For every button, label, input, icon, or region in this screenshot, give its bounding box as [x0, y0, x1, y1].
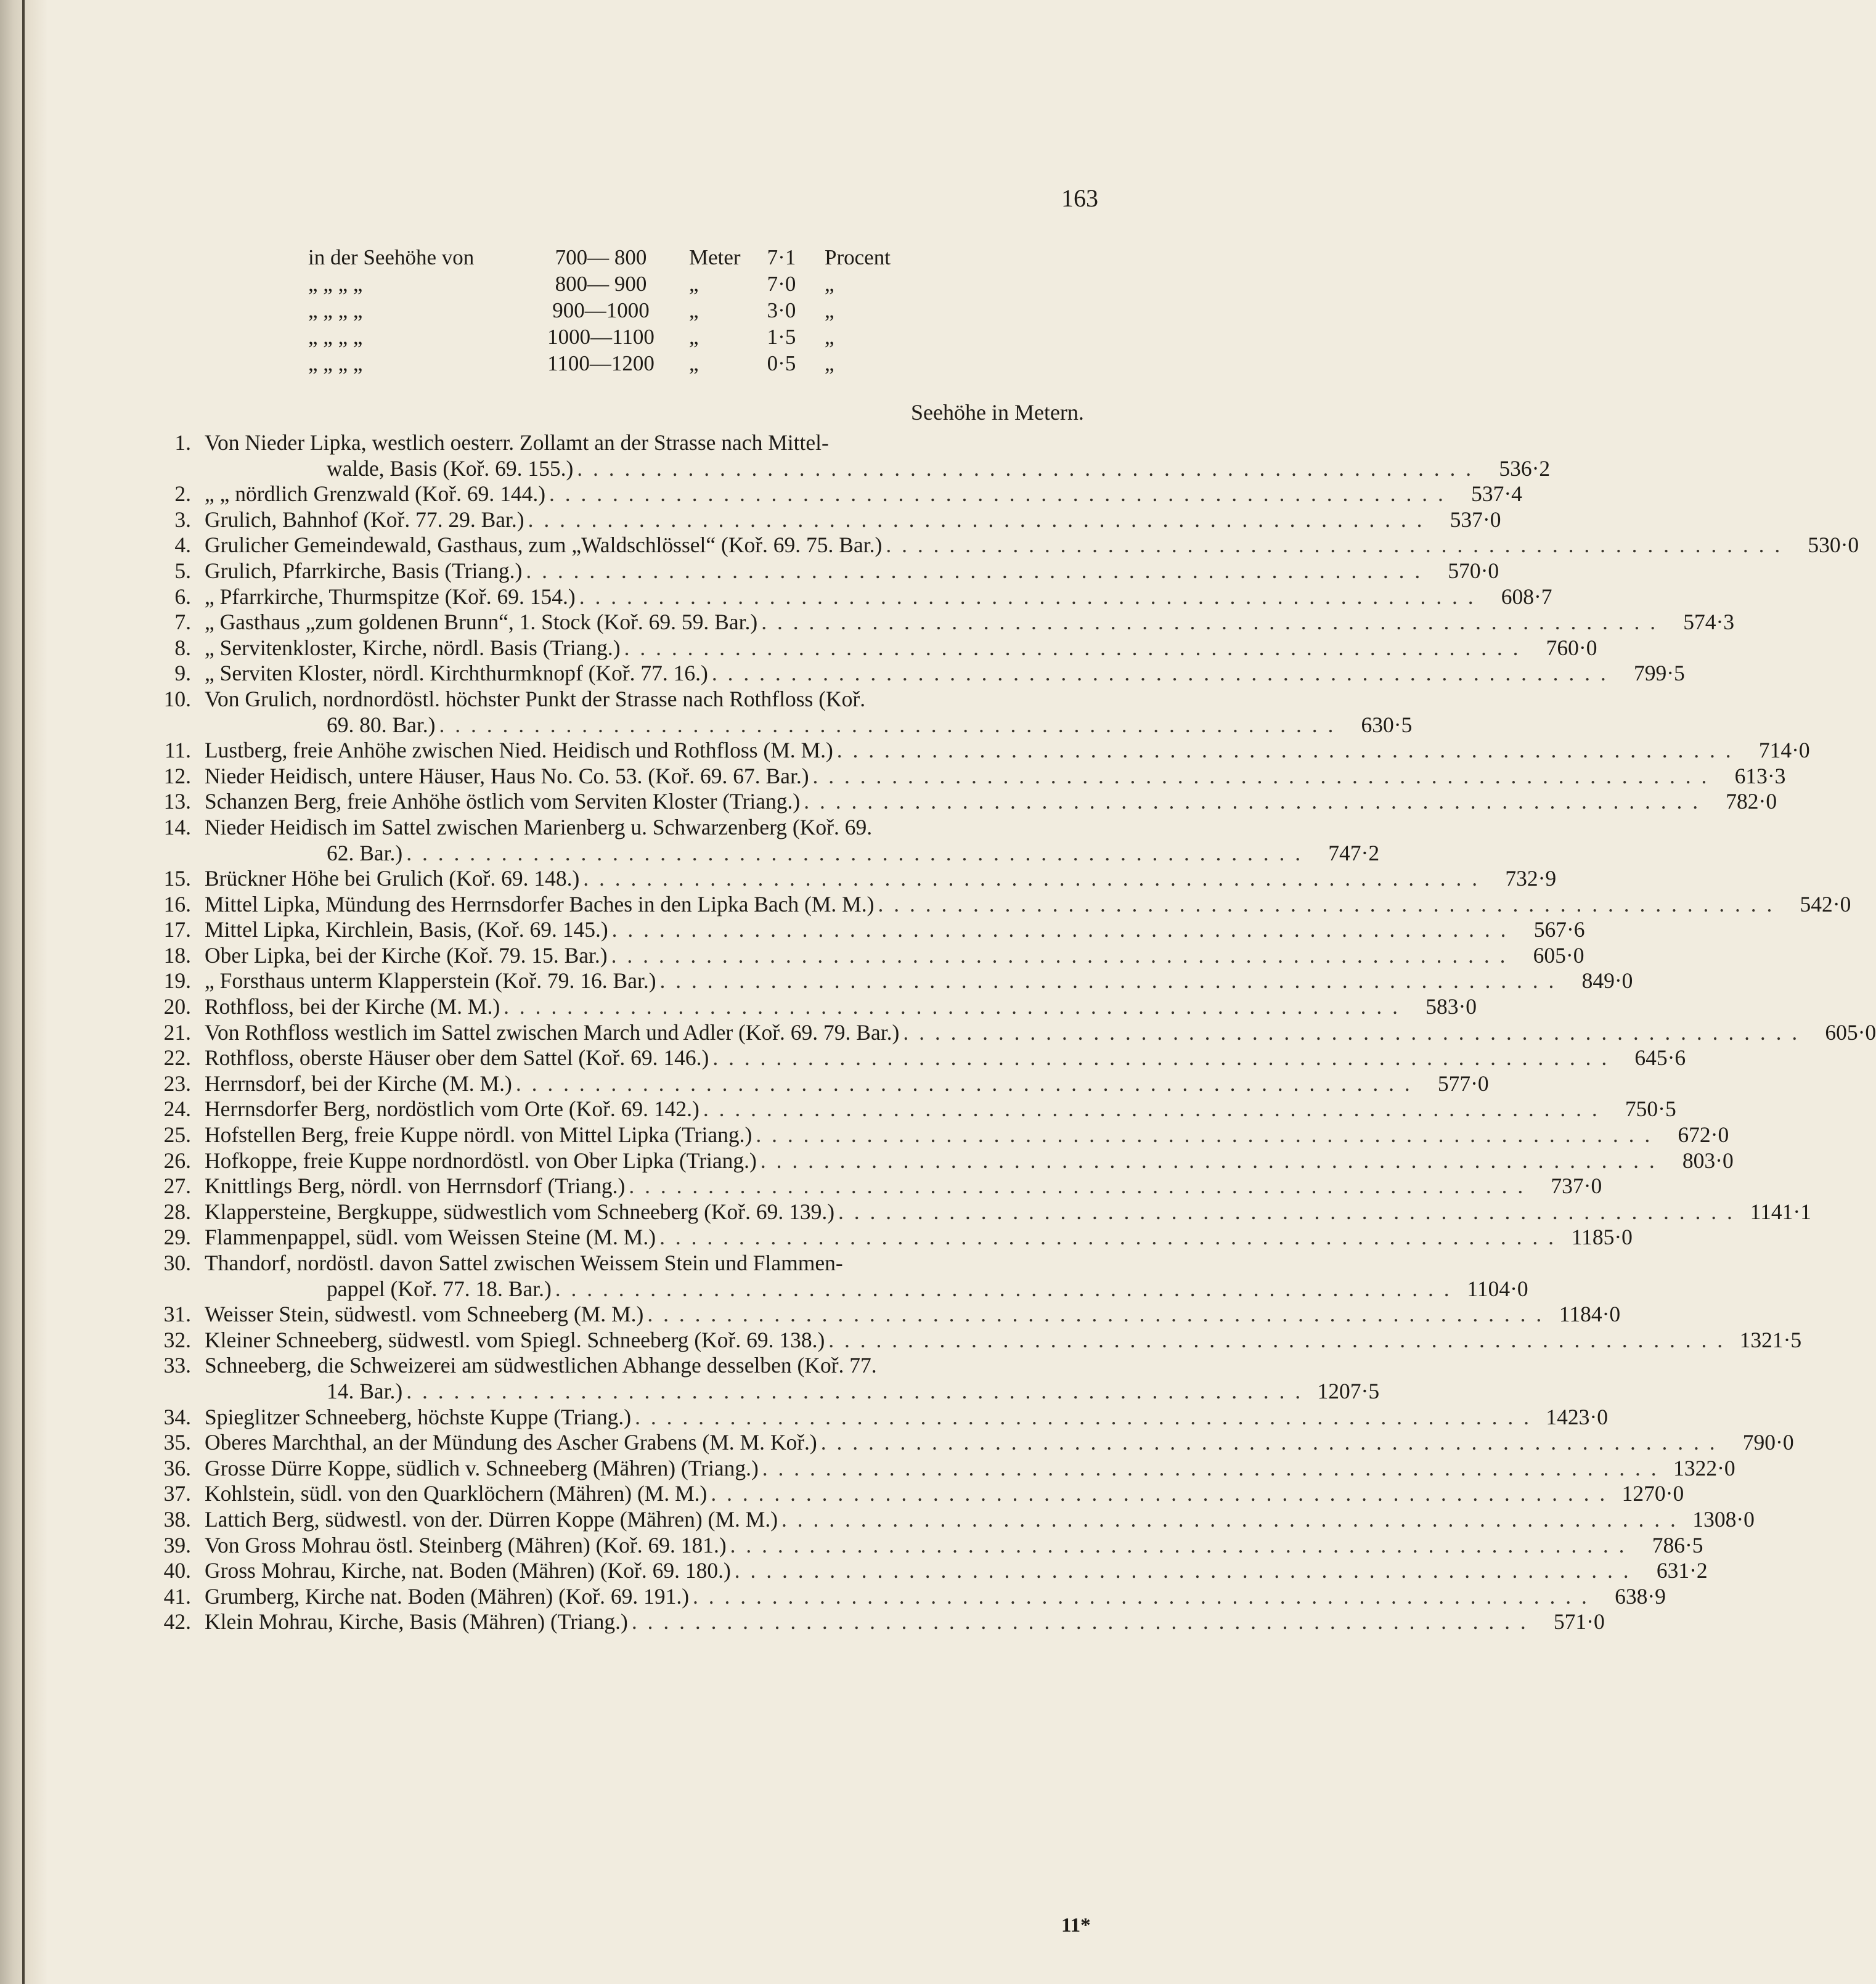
entry-number: 25. — [163, 1122, 191, 1148]
entry-text: „ „ nördlich Grenzwald (Koř. 69. 144.) — [205, 481, 546, 507]
dot-leader: . . . . . . . . . . . . . . . . . . . . . . . . . . . . . . . . . . . . . . . . . . . . . . . . . . . . . . . . . — [526, 558, 1423, 583]
entry-text: pappel (Koř. 77. 18. Bar.) — [327, 1276, 552, 1301]
entry-number: 4. — [174, 533, 191, 558]
entry-line — [205, 481, 1522, 507]
entry-line — [205, 1122, 1729, 1148]
entry-number: 37. — [163, 1481, 191, 1506]
dot-leader: . . . . . . . . . . . . . . . . . . . . . . . . . . . . . . . . . . . . . . . . . . . . . . . . . . . . . . . . . — [659, 1225, 1556, 1250]
dot-leader: . . . . . . . . . . . . . . . . . . . . . . . . . . . . . . . . . . . . . . . . . . . . . . . . . . . . . . . . . — [635, 1404, 1531, 1429]
entry-number: 8. — [174, 635, 191, 660]
dot-leader: . . . . . . . . . . . . . . . . . . . . . . . . . . . . . . . . . . . . . . . . . . . . . . . . . . . . . . . . . — [631, 1609, 1528, 1635]
dot-leader: . . . . . . . . . . . . . . . . . . . . . . . . . . . . . . . . . . . . . . . . . . . . . . . . . . . . . . . . . — [761, 610, 1658, 635]
elevation-value: 570·0 — [1448, 558, 1499, 583]
elevation-entry — [148, 1045, 1686, 1071]
entry-line — [327, 712, 1413, 738]
entry-line — [205, 738, 1810, 764]
entry-number: 12. — [163, 763, 191, 788]
entry-line — [205, 968, 1633, 994]
elevation-value: 1185·0 — [1571, 1225, 1633, 1250]
elevation-value: 732·9 — [1505, 866, 1557, 891]
elevation-entry — [148, 558, 1499, 584]
entry-number: 27. — [163, 1174, 191, 1199]
entry-text: Klein Mohrau, Kirche, Basis (Mähren) (Triang.) — [205, 1609, 628, 1635]
elevation-value: 782·0 — [1726, 789, 1777, 814]
elevation-entry — [148, 1302, 1621, 1328]
entry-text: Mittel Lipka, Mündung des Herrnsdorfer Baches in den Lipka Bach (M. M.) — [205, 891, 875, 916]
elevation-value: 613·3 — [1734, 763, 1786, 788]
dot-leader: . . . . . . . . . . . . . . . . . . . . . . . . . . . . . . . . . . . . . . . . . . . . . . . . . . . . . . . . . — [804, 789, 1701, 814]
entry-line — [205, 1302, 1621, 1328]
elevation-value: 672·0 — [1678, 1122, 1729, 1148]
dot-leader: . . . . . . . . . . . . . . . . . . . . . . . . . . . . . . . . . . . . . . . . . . . . . . . . . . . . . . . . . — [756, 1122, 1653, 1148]
entry-line — [205, 1045, 1686, 1071]
altitude-range: 700— 800 — [555, 245, 647, 269]
elevation-value: 799·5 — [1633, 661, 1685, 686]
dot-leader: . . . . . . . . . . . . . . . . . . . . . . . . . . . . . . . . . . . . . . . . . . . . . . . . . . . . . . . . . — [629, 1174, 1526, 1199]
entry-number: 14. — [163, 814, 191, 839]
entry-number: 42. — [163, 1609, 191, 1635]
elevation-value: 714·0 — [1758, 738, 1810, 763]
entry-text: 69. 80. Bar.) — [327, 712, 436, 737]
altitude-unit: „ — [689, 298, 699, 322]
column-header: Seehöhe in Metern. — [911, 400, 1084, 425]
sheet-signature: 11* — [1061, 1914, 1091, 1937]
entry-text: Kohlstein, südl. von den Quarklöchern (Mähren) (M. M.) — [205, 1481, 708, 1506]
entry-line — [205, 866, 1557, 892]
entry-number: 5. — [174, 558, 191, 583]
entry-number: 33. — [163, 1353, 191, 1378]
entry-line — [205, 1199, 1811, 1225]
elevation-value: 631·2 — [1656, 1558, 1708, 1583]
dot-leader: . . . . . . . . . . . . . . . . . . . . . . . . . . . . . . . . . . . . . . . . . . . . . . . . . . . . . . . . . — [781, 1506, 1678, 1532]
elevation-value: 1141·1 — [1750, 1199, 1811, 1224]
elevation-value: 530·0 — [1808, 533, 1859, 558]
entry-text: Oberes Marchthal, an der Mündung des Ascher Grabens (M. M. Koř.) — [205, 1430, 817, 1455]
entry-number: 9. — [174, 661, 191, 686]
entry-line — [205, 1148, 1734, 1174]
percent-word: „ — [825, 325, 834, 349]
dot-leader: . . . . . . . . . . . . . . . . . . . . . . . . . . . . . . . . . . . . . . . . . . . . . . . . . . . . . . . . . — [583, 866, 1480, 891]
entry-line — [205, 430, 1128, 456]
elevation-entry — [148, 891, 1851, 918]
entry-text: Hofkoppe, freie Kuppe nordnordöstl. von Ober Lipka (Triang.) — [205, 1148, 757, 1173]
entry-text: Rothfloss, oberste Häuser ober dem Sattel (Koř. 69. 146.) — [205, 1045, 709, 1071]
elevation-value: 803·0 — [1682, 1148, 1734, 1173]
entry-text: Von Nieder Lipka, westlich oesterr. Zollamt an der Strasse nach Mittel- — [205, 430, 829, 455]
entry-line — [205, 533, 1859, 558]
elevation-entry — [148, 481, 1522, 507]
entry-line — [205, 994, 1477, 1020]
entry-line — [327, 840, 1380, 867]
elevation-value: 536·2 — [1499, 455, 1551, 481]
entry-number: 41. — [163, 1583, 191, 1609]
entry-line — [205, 1251, 1128, 1276]
entry-line — [205, 1174, 1602, 1199]
elevation-value: 1308·0 — [1692, 1506, 1755, 1532]
altitude-range: 800— 900 — [555, 272, 647, 296]
entry-text: Flammenpappel, südl. vom Weissen Steine (M. M.) — [205, 1225, 656, 1250]
dot-leader: . . . . . . . . . . . . . . . . . . . . . . . . . . . . . . . . . . . . . . . . . . . . . . . . . . . . . . . . . — [504, 994, 1401, 1019]
dot-leader: . . . . . . . . . . . . . . . . . . . . . . . . . . . . . . . . . . . . . . . . . . . . . . . . . . . . . . . . . — [577, 455, 1474, 481]
elevation-entry — [148, 866, 1557, 892]
entry-line — [205, 1019, 1876, 1046]
entry-number: 28. — [163, 1199, 191, 1224]
elevation-entry — [148, 1019, 1876, 1046]
entry-number: 30. — [163, 1251, 191, 1275]
entry-number: 16. — [163, 891, 191, 916]
elevation-value: 1184·0 — [1559, 1302, 1621, 1327]
dot-leader: . . . . . . . . . . . . . . . . . . . . . . . . . . . . . . . . . . . . . . . . . . . . . . . . . . . . . . . . . — [730, 1532, 1627, 1557]
elevation-value: 760·0 — [1546, 635, 1597, 660]
entry-line — [205, 1353, 1128, 1379]
percent-word: „ — [825, 272, 834, 296]
elevation-entry — [148, 942, 1584, 969]
elevation-entry — [148, 661, 1685, 687]
dot-leader: . . . . . . . . . . . . . . . . . . . . . . . . . . . . . . . . . . . . . . . . . . . . . . . . . . . . . . . . . — [406, 1378, 1303, 1403]
elevation-entry — [148, 507, 1501, 533]
entry-text: Kleiner Schneeberg, südwestl. vom Spiegl. Schneeberg (Koř. 69. 138.) — [205, 1327, 825, 1352]
altitude-percent: 3·0 — [767, 298, 796, 322]
altitude-unit: Meter — [689, 245, 741, 269]
elevation-entry — [148, 1506, 1755, 1533]
entry-text: Knittlings Berg, nördl. von Herrnsdorf (Triang.) — [205, 1174, 626, 1199]
entry-line — [205, 635, 1597, 661]
elevation-value: 747·2 — [1328, 840, 1380, 865]
entry-number: 40. — [163, 1558, 191, 1583]
elevation-entry — [148, 917, 1585, 943]
elevation-value: 638·9 — [1615, 1583, 1666, 1609]
dot-leader: . . . . . . . . . . . . . . . . . . . . . . . . . . . . . . . . . . . . . . . . . . . . . . . . . . . . . . . . . — [828, 1327, 1726, 1352]
elevation-entry — [148, 1071, 1489, 1097]
entry-line — [205, 1430, 1794, 1456]
dot-leader: . . . . . . . . . . . . . . . . . . . . . . . . . . . . . . . . . . . . . . . . . . . . . . . . . . . . . . . . . — [659, 968, 1557, 994]
entry-number: 36. — [163, 1455, 191, 1480]
entry-number: 10. — [163, 686, 191, 711]
elevation-entry — [148, 968, 1633, 994]
elevation-value: 1321·5 — [1739, 1327, 1802, 1352]
entry-text: Gross Mohrau, Kirche, nat. Boden (Mähren) (Koř. 69. 180.) — [205, 1558, 731, 1583]
elevation-value: 786·5 — [1652, 1532, 1703, 1557]
entry-number: 26. — [163, 1148, 191, 1173]
entry-line — [205, 891, 1851, 918]
entry-line — [205, 1071, 1489, 1097]
entry-line — [205, 1225, 1633, 1251]
entry-text: „ Servitenkloster, Kirche, nördl. Basis (Triang.) — [205, 635, 621, 660]
entry-line — [205, 610, 1735, 635]
altitude-percent: 1·5 — [767, 325, 796, 349]
entry-line — [327, 1276, 1528, 1302]
entry-text: Rothfloss, bei der Kirche (M. M.) — [205, 994, 500, 1019]
elevation-entry — [148, 610, 1735, 635]
entry-text: walde, Basis (Koř. 69. 155.) — [327, 455, 574, 481]
entry-text: „ Gasthaus „zum goldenen Brunn“, 1. Stock (Koř. 69. 59. Bar.) — [205, 610, 758, 635]
altitude-percent: 7·0 — [767, 272, 796, 296]
elevation-entry — [148, 1353, 1380, 1404]
elevation-entry — [148, 763, 1786, 790]
altitude-range: 1000—1100 — [547, 325, 655, 349]
elevation-entry-list — [148, 430, 1876, 1635]
entry-number: 20. — [163, 994, 191, 1019]
entry-number: 34. — [163, 1404, 191, 1429]
elevation-entry — [148, 1558, 1708, 1584]
dot-leader: . . . . . . . . . . . . . . . . . . . . . . . . . . . . . . . . . . . . . . . . . . . . . . . . . . . . . . . . . — [820, 1430, 1718, 1455]
entry-text: Von Gross Mohrau östl. Steinberg (Mähren) (Koř. 69. 181.) — [205, 1532, 727, 1557]
dot-leader: . . . . . . . . . . . . . . . . . . . . . . . . . . . . . . . . . . . . . . . . . . . . . . . . . . . . . . . . . — [647, 1302, 1544, 1327]
elevation-value: 750·5 — [1625, 1096, 1676, 1122]
elevation-entry — [148, 1481, 1684, 1507]
dot-leader: . . . . . . . . . . . . . . . . . . . . . . . . . . . . . . . . . . . . . . . . . . . . . . . . . . . . . . . . . — [611, 917, 1509, 942]
elevation-value: 583·0 — [1425, 994, 1477, 1019]
altitude-range: 900—1000 — [552, 298, 650, 322]
altitude-row — [308, 272, 924, 298]
dot-leader: . . . . . . . . . . . . . . . . . . . . . . . . . . . . . . . . . . . . . . . . . . . . . . . . . . . . . . . . . — [838, 1199, 1735, 1224]
entry-number: 32. — [163, 1327, 191, 1352]
entry-text: Grumberg, Kirche nat. Boden (Mähren) (Koř. 69. 191.) — [205, 1583, 690, 1609]
dot-leader: . . . . . . . . . . . . . . . . . . . . . . . . . . . . . . . . . . . . . . . . . . . . . . . . . . . . . . . . . — [886, 533, 1783, 558]
entry-text: Lattich Berg, südwestl. von der. Dürren Koppe (Mähren) (M. M.) — [205, 1506, 778, 1532]
elevation-value: 537·0 — [1450, 507, 1501, 532]
entry-number: 13. — [163, 789, 191, 814]
elevation-entry — [148, 1251, 1528, 1302]
entry-text: Schanzen Berg, freie Anhöhe östlich vom Serviten Kloster (Triang.) — [205, 789, 801, 814]
entry-line — [205, 687, 1128, 712]
elevation-entry — [148, 1532, 1703, 1559]
elevation-entry — [148, 1609, 1605, 1635]
altitude-label: „ „ „ „ — [308, 351, 363, 375]
entry-text: Nieder Heidisch im Sattel zwischen Marienberg u. Schwarzenberg (Koř. 69. — [205, 814, 873, 839]
elevation-entry — [148, 1225, 1633, 1251]
entry-text: Grulich, Pfarrkirche, Basis (Triang.) — [205, 558, 523, 583]
page-number: 163 — [1061, 184, 1098, 212]
dot-leader: . . . . . . . . . . . . . . . . . . . . . . . . . . . . . . . . . . . . . . . . . . . . . . . . . . . . . . . . . — [762, 1455, 1659, 1480]
entry-text: Thandorf, nordöstl. davon Sattel zwischen Weissem Stein und Flammen- — [205, 1251, 843, 1275]
entry-number: 6. — [174, 584, 191, 609]
entry-number: 7. — [174, 610, 191, 635]
altitude-row — [308, 351, 924, 378]
altitude-percent: 7·1 — [767, 245, 796, 269]
altitude-label: „ „ „ „ — [308, 325, 363, 349]
entry-text: Grosse Dürre Koppe, südlich v. Schneeberg (Mähren) (Triang.) — [205, 1455, 759, 1480]
dot-leader: . . . . . . . . . . . . . . . . . . . . . . . . . . . . . . . . . . . . . . . . . . . . . . . . . . . . . . . . . — [579, 584, 1476, 609]
elevation-entry — [148, 1327, 1802, 1353]
entry-text: Hofstellen Berg, freie Kuppe nördl. von Mittel Lipka (Triang.) — [205, 1122, 752, 1148]
elevation-value: 1322·0 — [1673, 1455, 1735, 1480]
elevation-value: 608·7 — [1501, 584, 1552, 609]
dot-leader: . . . . . . . . . . . . . . . . . . . . . . . . . . . . . . . . . . . . . . . . . . . . . . . . . . . . . . . . . — [693, 1583, 1589, 1609]
elevation-value: 630·5 — [1361, 712, 1413, 737]
elevation-entry — [148, 1404, 1608, 1431]
elevation-value: 537·4 — [1471, 481, 1522, 507]
elevation-entry — [148, 1199, 1811, 1225]
entry-line — [327, 455, 1551, 482]
entry-text: Nieder Heidisch, untere Häuser, Haus No. Co. 53. (Koř. 69. 67. Bar.) — [205, 763, 809, 788]
entry-text: Grulich, Bahnhof (Koř. 77. 29. Bar.) — [205, 507, 524, 532]
entry-line — [205, 763, 1786, 790]
elevation-entry — [148, 1583, 1666, 1610]
elevation-entry — [148, 1455, 1735, 1482]
entry-line — [205, 1404, 1608, 1431]
dot-leader: . . . . . . . . . . . . . . . . . . . . . . . . . . . . . . . . . . . . . . . . . . . . . . . . . . . . . . . . . — [760, 1148, 1657, 1173]
entry-number: 31. — [163, 1302, 191, 1327]
entry-number: 39. — [163, 1532, 191, 1557]
elevation-value: 1207·5 — [1317, 1378, 1380, 1403]
elevation-value: 849·0 — [1581, 968, 1633, 994]
altitude-row — [308, 298, 924, 325]
elevation-value: 571·0 — [1553, 1609, 1605, 1635]
entry-number: 2. — [174, 481, 191, 507]
entry-number: 35. — [163, 1430, 191, 1455]
elevation-value: 790·0 — [1742, 1430, 1794, 1455]
entry-line — [205, 1583, 1666, 1610]
entry-text: Herrnsdorfer Berg, nordöstlich vom Orte (Koř. 69. 142.) — [205, 1096, 699, 1122]
dot-leader: . . . . . . . . . . . . . . . . . . . . . . . . . . . . . . . . . . . . . . . . . . . . . . . . . . . . . . . . . — [528, 507, 1425, 532]
elevation-entry — [148, 994, 1477, 1020]
dot-leader: . . . . . . . . . . . . . . . . . . . . . . . . . . . . . . . . . . . . . . . . . . . . . . . . . . . . . . . . . — [812, 763, 1710, 788]
entry-text: 62. Bar.) — [327, 840, 403, 865]
dot-leader: . . . . . . . . . . . . . . . . . . . . . . . . . . . . . . . . . . . . . . . . . . . . . . . . . . . . . . . . . — [549, 481, 1446, 507]
dot-leader: . . . . . . . . . . . . . . . . . . . . . . . . . . . . . . . . . . . . . . . . . . . . . . . . . . . . . . . . . — [903, 1019, 1800, 1045]
entry-line — [205, 815, 1128, 841]
elevation-entry — [148, 738, 1810, 764]
entry-number: 17. — [163, 917, 191, 942]
elevation-value: 605·0 — [1533, 942, 1584, 968]
entry-text: Spieglitzer Schneeberg, höchste Kuppe (Triang.) — [205, 1404, 632, 1429]
dot-leader: . . . . . . . . . . . . . . . . . . . . . . . . . . . . . . . . . . . . . . . . . . . . . . . . . . . . . . . . . — [624, 635, 1521, 660]
elevation-value: 1423·0 — [1546, 1404, 1608, 1429]
elevation-value: 737·0 — [1551, 1174, 1602, 1199]
dot-leader: . . . . . . . . . . . . . . . . . . . . . . . . . . . . . . . . . . . . . . . . . . . . . . . . . . . . . . . . . — [555, 1276, 1452, 1301]
entry-line — [205, 1558, 1708, 1584]
elevation-value: 567·6 — [1533, 917, 1585, 942]
entry-line — [205, 917, 1585, 943]
dot-leader: . . . . . . . . . . . . . . . . . . . . . . . . . . . . . . . . . . . . . . . . . . . . . . . . . . . . . . . . . — [712, 1045, 1610, 1071]
entry-line — [205, 1327, 1802, 1353]
elevation-entry — [148, 814, 1380, 866]
entry-number: 1. — [174, 430, 191, 455]
altitude-label: in der Seehöhe von — [308, 245, 475, 269]
elevation-entry — [148, 430, 1551, 481]
entry-text: Brückner Höhe bei Grulich (Koř. 69. 148.) — [205, 866, 580, 891]
elevation-entry — [148, 1096, 1676, 1122]
altitude-label: „ „ „ „ — [308, 298, 363, 322]
altitude-percentage-table — [308, 245, 924, 378]
percent-word: „ — [825, 351, 834, 375]
entry-number: 11. — [164, 738, 191, 763]
entry-text: „ Forsthaus unterm Klapperstein (Koř. 79. 16. Bar.) — [205, 968, 656, 994]
dot-leader: . . . . . . . . . . . . . . . . . . . . . . . . . . . . . . . . . . . . . . . . . . . . . . . . . . . . . . . . . — [711, 1481, 1608, 1506]
entry-text: „ Serviten Kloster, nördl. Kirchthurmknopf (Koř. 77. 16.) — [205, 661, 708, 686]
altitude-unit: „ — [689, 351, 699, 375]
elevation-entry — [148, 1430, 1794, 1456]
elevation-entry — [148, 635, 1597, 661]
elevation-value: 1270·0 — [1621, 1481, 1684, 1506]
dot-leader: . . . . . . . . . . . . . . . . . . . . . . . . . . . . . . . . . . . . . . . . . . . . . . . . . . . . . . . . . — [611, 942, 1508, 968]
entry-number: 21. — [163, 1019, 191, 1045]
entry-line — [327, 1378, 1380, 1405]
entry-line — [205, 1609, 1605, 1635]
entry-number: 23. — [163, 1071, 191, 1096]
percent-word: Procent — [825, 245, 891, 269]
altitude-row — [308, 245, 924, 272]
entry-line — [205, 584, 1552, 610]
entry-text: Grulicher Gemeindewald, Gasthaus, zum „Waldschlössel“ (Koř. 69. 75. Bar.) — [205, 533, 883, 558]
dot-leader: . . . . . . . . . . . . . . . . . . . . . . . . . . . . . . . . . . . . . . . . . . . . . . . . . . . . . . . . . — [878, 891, 1775, 916]
altitude-unit: „ — [689, 272, 699, 296]
elevation-value: 605·0 — [1825, 1019, 1876, 1045]
altitude-range: 1100—1200 — [547, 351, 655, 375]
elevation-entry — [148, 1122, 1729, 1148]
entry-number: 15. — [163, 866, 191, 891]
entry-text: Von Rothfloss westlich im Sattel zwischen March und Adler (Koř. 69. 79. Bar.) — [205, 1019, 900, 1045]
altitude-label: „ „ „ „ — [308, 272, 363, 296]
elevation-value: 574·3 — [1683, 610, 1735, 635]
entry-number: 24. — [163, 1096, 191, 1122]
elevation-entry — [148, 584, 1552, 610]
entry-text: 14. Bar.) — [327, 1378, 403, 1403]
elevation-entry — [148, 1174, 1602, 1199]
altitude-unit: „ — [689, 325, 699, 349]
entry-number: 3. — [174, 507, 191, 532]
dot-leader: . . . . . . . . . . . . . . . . . . . . . . . . . . . . . . . . . . . . . . . . . . . . . . . . . . . . . . . . . — [406, 840, 1303, 865]
entry-text: Lustberg, freie Anhöhe zwischen Nied. Heidisch und Rothfloss (M. M.) — [205, 738, 833, 763]
elevation-entry — [148, 1148, 1734, 1174]
dot-leader: . . . . . . . . . . . . . . . . . . . . . . . . . . . . . . . . . . . . . . . . . . . . . . . . . . . . . . . . . — [836, 738, 1734, 763]
entry-line — [205, 1096, 1676, 1122]
entry-line — [205, 558, 1499, 584]
entry-line — [205, 1455, 1735, 1482]
entry-line — [205, 661, 1685, 687]
entry-line — [205, 507, 1501, 533]
entry-text: Weisser Stein, südwestl. vom Schneeberg (M. M.) — [205, 1302, 644, 1327]
dot-leader: . . . . . . . . . . . . . . . . . . . . . . . . . . . . . . . . . . . . . . . . . . . . . . . . . . . . . . . . . — [515, 1071, 1413, 1096]
elevation-entry — [148, 686, 1413, 738]
binding-edge — [22, 0, 25, 1984]
dot-leader: . . . . . . . . . . . . . . . . . . . . . . . . . . . . . . . . . . . . . . . . . . . . . . . . . . . . . . . . . — [711, 661, 1609, 686]
entry-text: Schneeberg, die Schweizerei am südwestlichen Abhange desselben (Koř. 77. — [205, 1353, 877, 1378]
entry-text: „ Pfarrkirche, Thurmspitze (Koř. 69. 154.) — [205, 584, 576, 609]
entry-line — [205, 1481, 1684, 1507]
entry-number: 29. — [163, 1225, 191, 1250]
elevation-value: 1104·0 — [1467, 1276, 1528, 1301]
dot-leader: . . . . . . . . . . . . . . . . . . . . . . . . . . . . . . . . . . . . . . . . . . . . . . . . . . . . . . . . . — [439, 712, 1336, 737]
entry-line — [205, 1532, 1703, 1559]
elevation-entry — [148, 789, 1777, 815]
entry-line — [205, 1506, 1755, 1533]
dot-leader: . . . . . . . . . . . . . . . . . . . . . . . . . . . . . . . . . . . . . . . . . . . . . . . . . . . . . . . . . — [703, 1096, 1600, 1122]
entry-text: Von Grulich, nordnordöstl. höchster Punkt der Strasse nach Rothfloss (Koř. — [205, 686, 866, 711]
elevation-value: 645·6 — [1634, 1045, 1686, 1071]
entry-line — [205, 789, 1777, 815]
altitude-percent: 0·5 — [767, 351, 796, 375]
elevation-entry — [148, 533, 1859, 558]
entry-number: 19. — [163, 968, 191, 994]
dot-leader: . . . . . . . . . . . . . . . . . . . . . . . . . . . . . . . . . . . . . . . . . . . . . . . . . . . . . . . . . — [734, 1558, 1631, 1583]
entry-number: 38. — [163, 1506, 191, 1532]
entry-text: Herrnsdorf, bei der Kirche (M. M.) — [205, 1071, 512, 1096]
entry-text: Mittel Lipka, Kirchlein, Basis, (Koř. 69. 145.) — [205, 917, 608, 942]
entry-text: Klappersteine, Bergkuppe, südwestlich vom Schneeberg (Koř. 69. 139.) — [205, 1199, 835, 1224]
entry-text: Ober Lipka, bei der Kirche (Koř. 79. 15. Bar.) — [205, 942, 608, 968]
altitude-row — [308, 325, 924, 351]
entry-number: 22. — [163, 1045, 191, 1071]
percent-word: „ — [825, 298, 834, 322]
elevation-value: 577·0 — [1437, 1071, 1489, 1096]
entry-number: 18. — [163, 942, 191, 968]
entry-line — [205, 942, 1584, 969]
elevation-value: 542·0 — [1800, 891, 1851, 916]
